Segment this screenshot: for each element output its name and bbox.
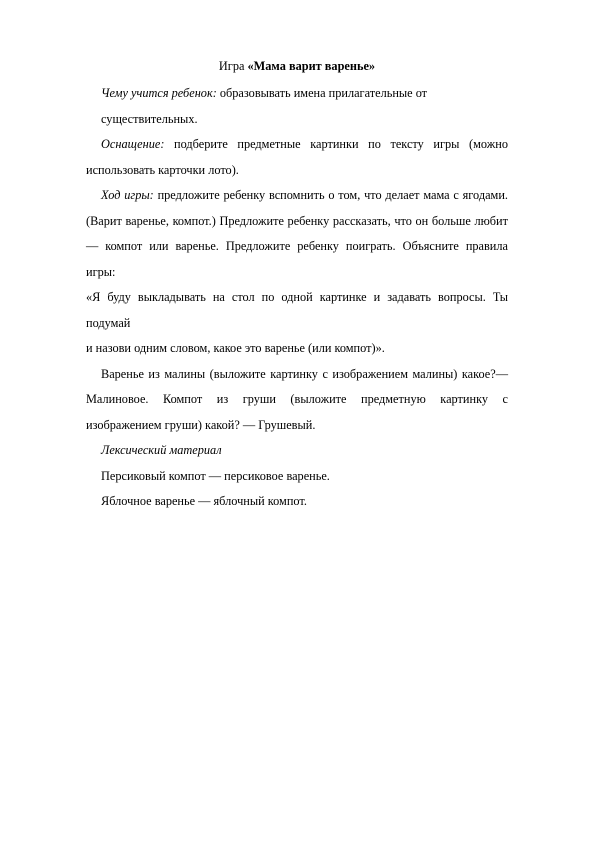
learns-text-line1: образовывать имена прилагательные от bbox=[216, 86, 428, 100]
learns-paragraph bbox=[86, 81, 508, 132]
equipment-text-line2: использовать карточки лото). bbox=[86, 162, 239, 177]
example-line3: изображением груши) какой? — Грушевый. bbox=[86, 417, 316, 432]
example-line2: Малиновое. Компот из груши (выложите предметную картинку с bbox=[86, 392, 508, 406]
lexical-item-2: Яблочное варенье — яблочный компот. bbox=[101, 494, 307, 508]
procedure-line3: — компот или варенье. Предложите ребенку поиграть. Объясните правила игры: bbox=[86, 239, 508, 279]
document-body bbox=[86, 55, 508, 515]
equipment-label: Оснащение: bbox=[101, 137, 165, 151]
equipment-text-line1: подберите предметные картинки по тексту игры (можно bbox=[164, 137, 508, 151]
lexical-section bbox=[86, 438, 508, 515]
procedure-line5: и назови одним словом, какое это варенье (или компот)». bbox=[86, 341, 385, 355]
procedure-line1: предложите ребенку вспомнить о том, что делает мама с ягодами. bbox=[153, 188, 508, 202]
equipment-paragraph bbox=[86, 132, 508, 183]
lexical-heading: Лексический материал bbox=[101, 443, 222, 457]
learns-text-line2: существительных. bbox=[101, 111, 198, 126]
procedure-line4: «Я буду выкладывать на стол по одной картинке и задавать вопросы. Ты подумай bbox=[86, 290, 508, 330]
example-line1: Варенье из малины (выложите картинку с изображением малины) какое?— bbox=[101, 366, 508, 381]
learns-label: Чему учится ребенок: bbox=[101, 86, 217, 100]
procedure-paragraph bbox=[86, 183, 508, 362]
procedure-label: Ход игры: bbox=[101, 188, 154, 202]
title-prefix: Игра bbox=[218, 59, 248, 73]
example-paragraph bbox=[86, 362, 508, 439]
page-title bbox=[86, 55, 508, 77]
procedure-line2: (Варит варенье, компот.) Предложите ребенку рассказать, что он больше любит bbox=[86, 213, 508, 228]
lexical-item-1: Персиковый компот — персиковое варенье. bbox=[101, 468, 330, 483]
title-game-name: «Мама варит варенье» bbox=[247, 59, 376, 73]
